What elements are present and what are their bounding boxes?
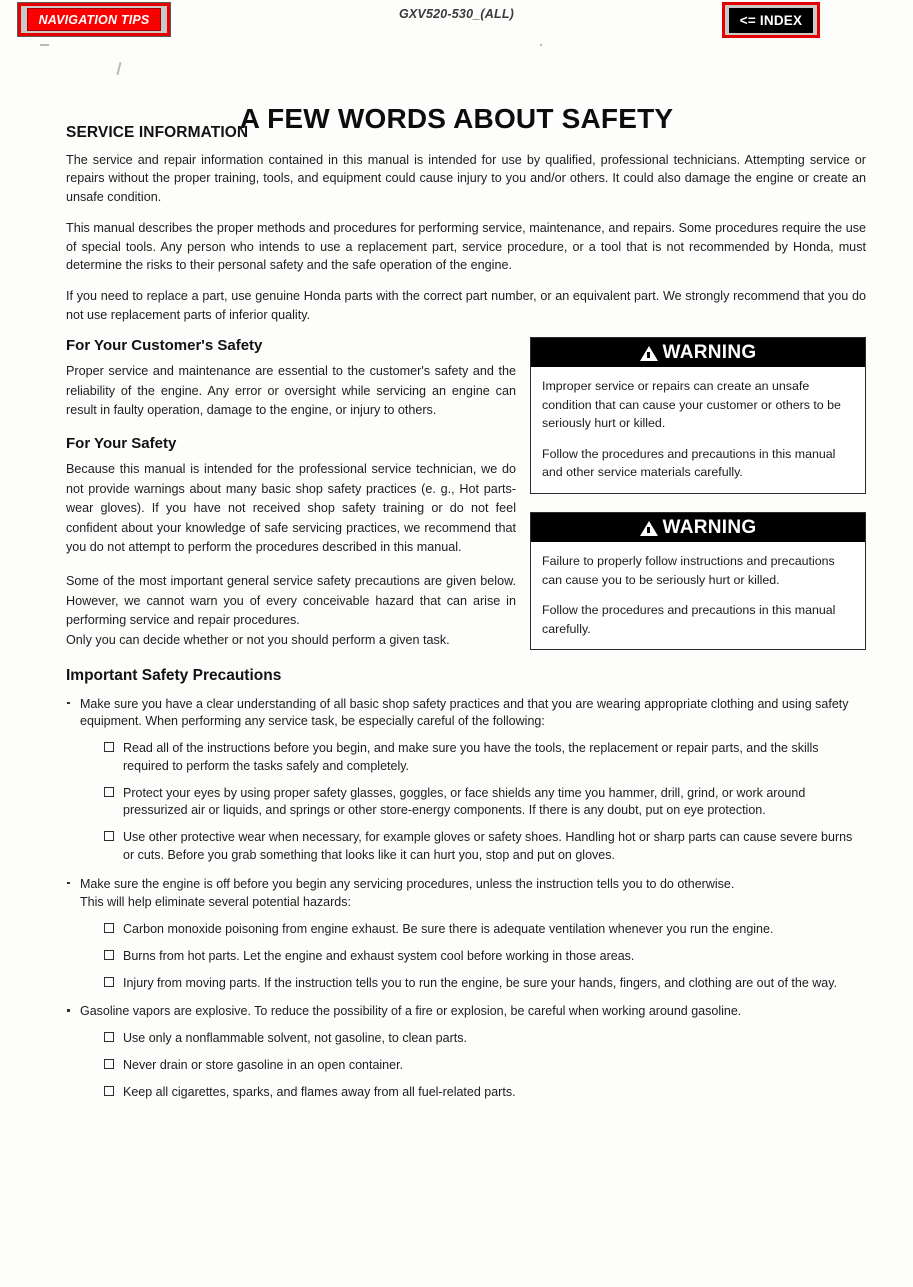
checklist-item	[104, 1084, 866, 1102]
warning-text: Follow the procedures and precautions in this manual and other service materials carefully.	[542, 446, 836, 480]
document-code: GXV520-530_(ALL)	[398, 7, 515, 21]
checklist-item-text: Use other protective wear when necessary, for example gloves or safety shoes. Handling hot or sharp parts can cause severe burns or cuts. Before you grab something that looks like it can hurt you, stop and put on gloves.	[123, 830, 853, 862]
precaution-bullet-text: Make sure you have a clear understanding of all basic shop safety practices and that you are wearing appropriate clothing and using safety equipment. When performing any service task, be especially careful of the following:	[80, 696, 849, 729]
bullet-dot-icon	[67, 702, 70, 705]
precaution-checklist	[80, 740, 866, 865]
index-button-label: <= INDEX	[739, 12, 803, 28]
warning-triangle-icon	[640, 346, 658, 361]
precaution-checklist	[80, 1030, 866, 1101]
scan-artifact	[540, 44, 542, 46]
warning-box-body	[531, 367, 865, 493]
your-safety-paragraph: Only you can decide whether or not you should perform a given task.	[66, 633, 450, 648]
checklist-item-text: Use only a nonflammable solvent, not gasoline, to clean parts.	[123, 1031, 467, 1046]
service-information-paragraph: If you need to replace a part, use genuine Honda parts with the correct part number, or an equivalent part. We strongly recommend that you do not use replacement parts of inferior quality.	[66, 289, 866, 322]
document-body	[66, 124, 866, 1112]
checkbox-icon[interactable]	[104, 1086, 114, 1096]
navigation-tips-label: NAVIGATION TIPS	[38, 12, 150, 27]
checklist-item	[104, 785, 866, 821]
left-column	[66, 337, 516, 651]
warning-title: WARNING	[662, 516, 757, 538]
checkbox-icon[interactable]	[104, 742, 114, 752]
checkbox-icon[interactable]	[104, 950, 114, 960]
document-header	[0, 0, 913, 52]
warning-box	[530, 337, 866, 494]
checkbox-icon[interactable]	[104, 787, 114, 797]
checkbox-icon[interactable]	[104, 1032, 114, 1042]
checklist-item	[104, 740, 866, 776]
scan-artifact	[116, 62, 121, 75]
warning-box-body	[531, 542, 865, 649]
precaution-checklist	[80, 921, 866, 992]
precautions-heading: Important Safety Precautions	[66, 666, 282, 684]
checkbox-icon[interactable]	[104, 831, 114, 841]
scan-artifact	[40, 44, 49, 46]
warning-triangle-icon	[640, 521, 658, 536]
checklist-item-text: Injury from moving parts. If the instruction tells you to run the engine, be sure your hands, fingers, and clothing are out of the way.	[123, 975, 838, 990]
right-column	[530, 337, 866, 668]
checklist-item	[104, 829, 866, 865]
index-button[interactable]	[722, 2, 820, 38]
service-information-paragraph: This manual describes the proper methods and procedures for performing service, maintenance, and repairs. Some procedures require the use of special tools. Any person who intends to use a replacement part, service procedure, or a tool that is not recommended by Honda, must determine the risks to their personal safety and the safe operation of the engine.	[66, 221, 866, 272]
checklist-item-text: Read all of the instructions before you begin, and make sure you have the tools, the replacement or repair parts, and the skills required to perform the tasks safely and completely.	[123, 741, 819, 773]
your-safety-paragraph: Because this manual is intended for the professional service technician, we do not provide warnings about many basic shop safety practices (e. g., Hot parts-wear gloves). If you have not received shop safety training or do not feel confident about your knowledge of safe servicing practices, we recommend that you do not attempt to perform the procedures described in this manual.	[66, 461, 516, 555]
warning-text: Follow the procedures and precautions in this manual carefully.	[542, 603, 836, 636]
precautions-section	[66, 667, 866, 1102]
index-button-face	[729, 8, 813, 33]
your-safety-paragraph: Some of the most important general service safety precautions are given below. However, we cannot warn you of every conceivable hazard that can arise in performing service and repair procedures.	[66, 574, 516, 628]
checklist-item-text: Carbon monoxide poisoning from engine exhaust. Be sure there is adequate ventilation whenever you run the engine.	[123, 922, 774, 937]
checklist-item	[104, 975, 866, 993]
checklist-item-text: Burns from hot parts. Let the engine and exhaust system cool before working in those areas.	[123, 948, 635, 963]
bullet-dot-icon	[67, 882, 70, 885]
service-information-paragraph: The service and repair information contained in this manual is intended for use by qualified, professional technicians. Attempting service or repairs without the proper training, tools, and equipment could cause injury to you and/or others. It could also damage the engine or create an unsafe condition.	[66, 153, 866, 204]
checkbox-icon[interactable]	[104, 1059, 114, 1069]
checklist-item-text: Never drain or store gasoline in an open container.	[123, 1057, 404, 1072]
page-title: A FEW WORDS ABOUT SAFETY	[239, 102, 674, 134]
warning-box-header	[531, 513, 865, 542]
checklist-item	[104, 1057, 866, 1075]
warning-box	[530, 512, 866, 650]
precaution-bullet	[66, 876, 866, 993]
precaution-bullet-subtext: This will help eliminate several potential hazards:	[80, 895, 351, 910]
warning-text: Failure to properly follow instructions and precautions can cause you to be seriously hurt or killed.	[542, 554, 835, 587]
checkbox-icon[interactable]	[104, 923, 114, 933]
precaution-bullet	[66, 696, 866, 865]
warning-title: WARNING	[662, 341, 757, 363]
checklist-item	[104, 1030, 866, 1048]
precaution-bullet-text: Gasoline vapors are explosive. To reduce the possibility of a fire or explosion, be careful when working around gasoline.	[80, 1004, 742, 1019]
bullet-dot-icon	[67, 1009, 70, 1012]
warning-text: Improper service or repairs can create an unsafe condition that can cause your customer or others to be seriously hurt or killed.	[542, 379, 841, 431]
customer-safety-heading: For Your Customer's Safety	[66, 337, 263, 354]
two-column-region	[66, 337, 866, 651]
checklist-item	[104, 948, 866, 966]
checklist-item-text: Protect your eyes by using proper safety glasses, goggles, or face shields any time you hammer, drill, grind, or work around pressurized air or liquids, and springs or other store-energy components. If there is any doubt, put on eye protection.	[123, 785, 806, 818]
precaution-bullet-text: Make sure the engine is off before you begin any servicing procedures, unless the instruction tells you to do otherwise.	[80, 876, 735, 891]
precaution-bullet	[66, 1003, 866, 1101]
precautions-list	[66, 696, 866, 1102]
customer-safety-paragraph: Proper service and maintenance are essential to the customer's safety and the reliability of the engine. Any error or oversight while servicing an engine can result in faulty operation, damage to the engine, or injury to others.	[66, 364, 516, 418]
your-safety-heading: For Your Safety	[66, 434, 177, 452]
service-information-heading: SERVICE INFORMATION	[66, 124, 249, 141]
checklist-item	[104, 921, 866, 939]
checklist-item-text: Keep all cigarettes, sparks, and flames away from all fuel-related parts.	[123, 1084, 516, 1099]
checkbox-icon[interactable]	[104, 977, 114, 987]
warning-box-header	[531, 338, 865, 367]
